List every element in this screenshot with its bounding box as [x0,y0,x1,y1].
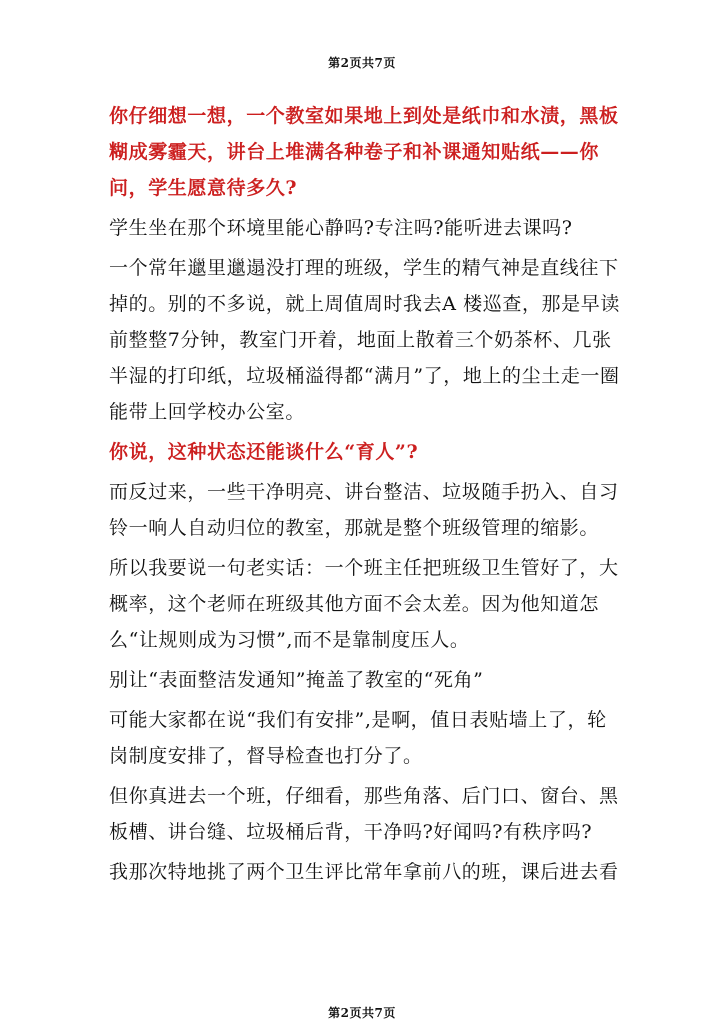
paragraph-7: 别让“表面整洁发通知”掩盖了教室的“死角” [109,669,484,691]
paragraph-5: 而反过来，一些干净明亮、讲台整洁、垃圾随手扔入、自习铃一响人自动归位的教室，那就是整个班级管理的缩影。 [109,481,619,539]
paragraph-9: 但你真进去一个班，仔细看，那些角落、后门口、窗台、黑板槽、讲台缝、垃圾桶后背，干净吗?好闻吗?有秩序吗? [109,785,619,843]
paragraph-8: 可能大家都在说“我们有安排”,是啊，值日表贴墙上了，轮岗制度安排了，督导检查也打分了。 [109,709,607,767]
paragraph-3: 一个常年邋里邋遢没打理的班级，学生的精气神是直线往下掉的。别的不多说，就上周值周时我去A 楼巡查，那是早读前整整7分钟，教室门开着，地面上散着三个奶茶杯、几张半湿的打印纸，垃圾桶溢得都“满月”了，地上的尘土走一圈能带上回学校办公室。 [109,257,620,423]
page-number-header: 第2页共7页 [328,56,396,70]
paragraph-2: 学生坐在那个环境里能心静吗?专注吗?能听进去课吗? [109,217,573,239]
paragraph-4: 你说，这种状态还能谈什么“育人”? [109,441,419,463]
document-body [109,98,621,890]
paragraph-6: 所以我要说一句老实话：一个班主任把班级卫生管好了，大概率，这个老师在班级其他方面不会太差。因为他知道怎么“让规则成为习惯”,而不是靠制度压人。 [109,557,619,651]
paragraph-1: 你仔细想一想，一个教室如果地上到处是纸巾和水渍，黑板糊成雾霾天，讲台上堆满各种卷子和补课通知贴纸——你问，学生愿意待多久? [109,105,619,199]
paragraph-10: 我那次特地挑了两个卫生评比常年拿前八的班，课后进去看 [109,861,619,883]
page-number-footer: 第2页共7页 [328,1006,396,1020]
